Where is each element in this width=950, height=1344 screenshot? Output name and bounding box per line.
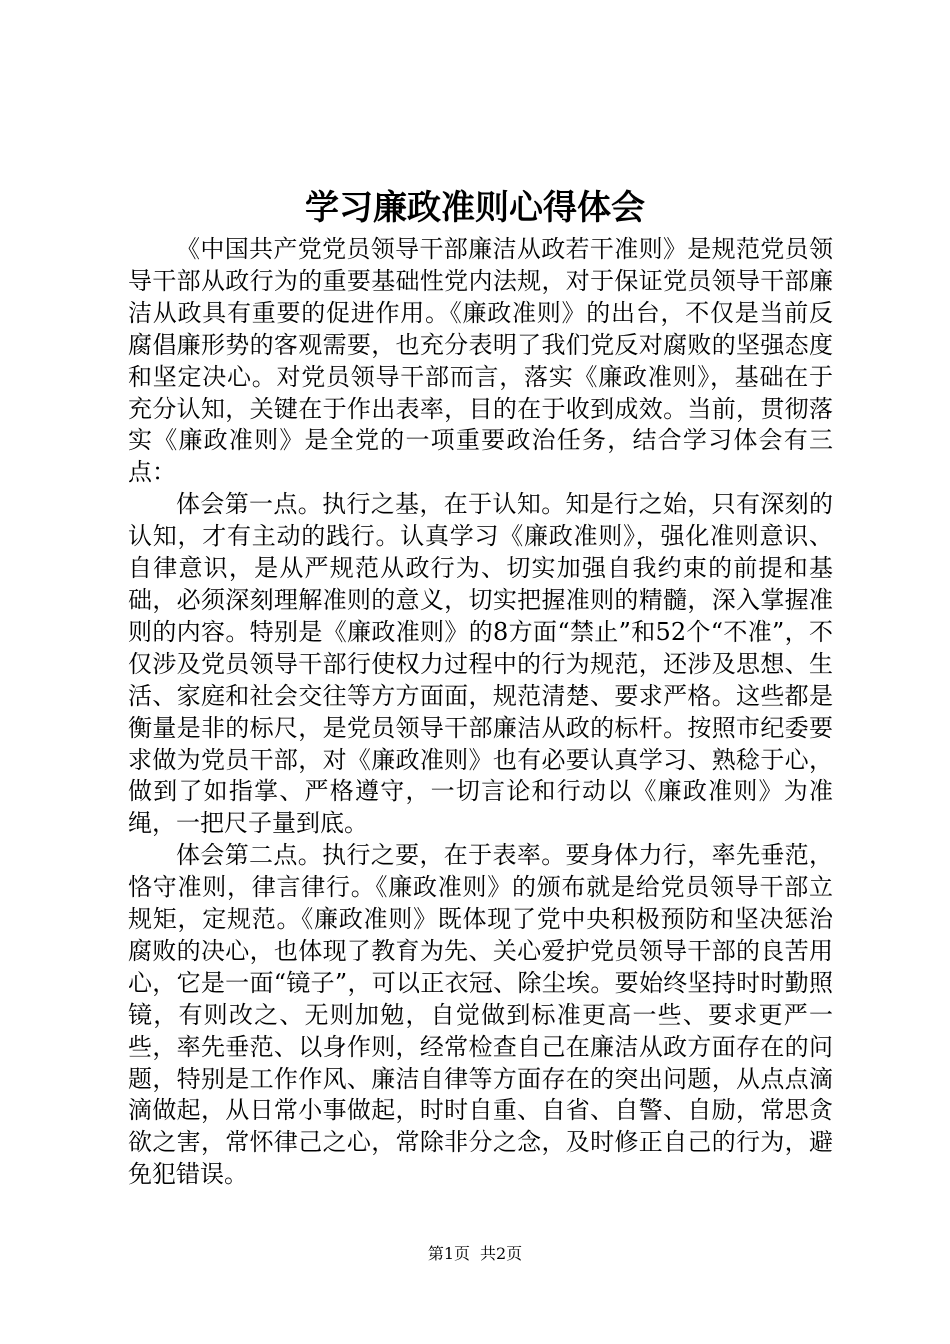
page-number-current: 第1页 bbox=[427, 1244, 470, 1263]
document-body bbox=[128, 234, 833, 1191]
paragraph-point-one: 体会第一点。执行之基，在于认知。知是行之始，只有深刻的认知，才有主动的践行。认真学习《廉政准则》，强化准则意识、自律意识，是从严规范从政行为、切实加强自我约束的前提和基础，必须深刻理解准则的意义，切实把握准则的精髓，深入掌握准则的内容。特别是《廉政准则》的8方面“禁止”和52个“不准”，不仅涉及党员领导干部行使权力过程中的行为规范，还涉及思想、生活、家庭和社会交往等方方面面，规范清楚、要求严格。这些都是衡量是非的标尺，是党员领导干部廉洁从政的标杆。按照市纪委要求做为党员干部，对《廉政准则》也有必要认真学习、熟稔于心，做到了如指掌、严格遵守，一切言论和行动以《廉政准则》为准绳，一把尺子量到底。 bbox=[128, 490, 833, 838]
page-number-total: 共2页 bbox=[480, 1244, 523, 1263]
paragraph-intro: 《中国共产党党员领导干部廉洁从政若干准则》是规范党员领导干部从政行为的重要基础性党内法规，对于保证党员领导干部廉洁从政具有重要的促进作用。《廉政准则》的出台，不仅是当前反腐倡廉形势的客观需要，也充分表明了我们党反对腐败的坚强态度和坚定决心。对党员领导干部而言，落实《廉政准则》，基础在于充分认知，关键在于作出表率，目的在于收到成效。当前，贯彻落实《廉政准则》是全党的一项重要政治任务，结合学习体会有三点： bbox=[128, 235, 833, 487]
paragraph-point-two: 体会第二点。执行之要，在于表率。要身体力行，率先垂范，恪守准则，律言律行。《廉政准则》的颁布就是给党员领导干部立规矩，定规范。《廉政准则》既体现了党中央积极预防和坚决惩治腐败的决心，也体现了教育为先、关心爱护党员领导干部的良苦用心，它是一面“镜子”，可以正衣冠、除尘埃。要始终坚持时时勤照镜，有则改之、无则加勉，自觉做到标准更高一些、要求更严一些，率先垂范、以身作则，经常检查自己在廉洁从政方面存在的问题，特别是工作作风、廉洁自律等方面存在的突出问题，从点点滴滴做起，从日常小事做起，时时自重、自省、自警、自励，常思贪欲之害，常怀律己之心，常除非分之念，及时修正自己的行为，避免犯错误。 bbox=[128, 841, 833, 1189]
document-title: 学习廉政准则心得体会 bbox=[305, 188, 645, 228]
page-footer bbox=[0, 1242, 950, 1266]
